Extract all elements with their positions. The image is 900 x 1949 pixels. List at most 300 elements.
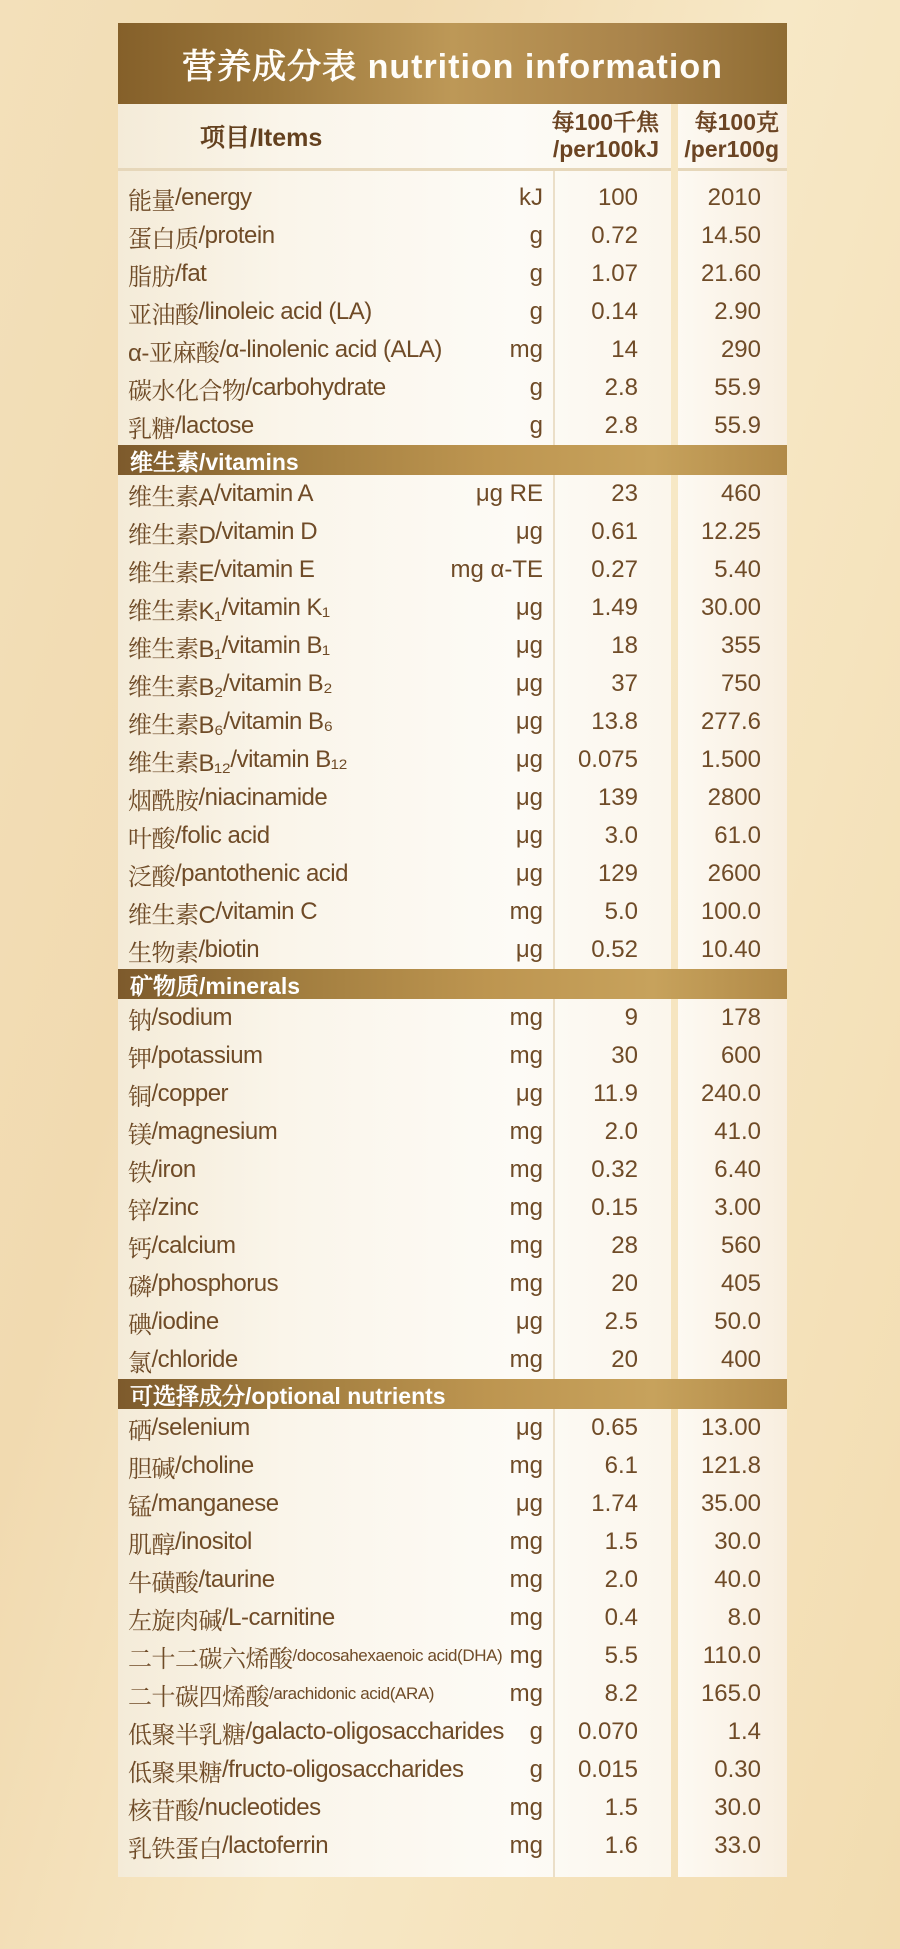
row-main-block (118, 1113, 671, 1151)
row-main-block (118, 1189, 671, 1227)
per100kj-column-header (552, 109, 671, 163)
item-unit-text: mg α-TE (450, 556, 543, 583)
table-row (118, 779, 787, 817)
value-per100g: 1.500 (700, 746, 761, 773)
item-name-en: /iron (151, 1156, 196, 1183)
item-unit (510, 1113, 543, 1151)
value-per100kj: 0.52 (591, 936, 638, 963)
item-unit-text: μg (515, 1080, 543, 1107)
spacer-main-block (118, 171, 671, 179)
column-gap (671, 1865, 678, 1877)
value-per100g: 100.0 (700, 898, 761, 925)
item-unit (516, 817, 543, 855)
item-name-zh: 叶酸 (128, 825, 175, 853)
value-per100kj-cell (553, 255, 671, 293)
item-name-zh: 碘 (128, 1311, 152, 1339)
item-unit-text: μg (515, 708, 543, 735)
item-unit (510, 1561, 543, 1599)
column-gap (671, 369, 678, 407)
value-per100kj: 0.61 (591, 518, 638, 545)
row-main-block (118, 1827, 671, 1865)
value-per100kj-cell (553, 1523, 671, 1561)
value-per100kj: 0.070 (577, 1718, 638, 1745)
item-name-zh: 钠 (128, 1007, 152, 1035)
item-name-en: /selenium (151, 1414, 250, 1441)
item-name-cell (118, 667, 553, 702)
value-per100kj-cell (553, 1409, 671, 1447)
value-per100kj: 2.0 (604, 1566, 638, 1593)
table-row (118, 1227, 787, 1265)
value-per100g-cell (678, 1751, 787, 1789)
value-per100kj-cell (553, 1341, 671, 1379)
row-main-block (118, 855, 671, 893)
value-per100kj-cell (553, 1447, 671, 1485)
item-name-en: /protein (198, 222, 275, 249)
item-unit (516, 513, 543, 551)
column-gap (671, 1189, 678, 1227)
row-main-block (118, 1789, 671, 1827)
value-per100kj-cell (553, 1827, 671, 1865)
value-per100kj-cell (553, 407, 671, 445)
table-row (118, 1189, 787, 1227)
table-row (118, 1523, 787, 1561)
value-per100kj-cell (553, 293, 671, 331)
value-per100g: 1.4 (727, 1718, 761, 1745)
spacer-main-block (118, 1865, 671, 1877)
item-unit-text: mg (509, 1794, 543, 1821)
per100kj-header-line1: 每100千焦 (551, 109, 659, 135)
row-main-block (118, 665, 671, 703)
value-per100g-cell (678, 475, 787, 513)
item-unit-text: mg (509, 1232, 543, 1259)
item-unit-text: mg (509, 1566, 543, 1593)
value-per100kj-cell (553, 1637, 671, 1675)
item-unit-text: g (529, 298, 543, 325)
value-per100kj-cell (553, 331, 671, 369)
spacer-kj-cell (553, 171, 671, 179)
item-name-en: /niacinamide (198, 784, 328, 811)
item-unit-text: mg (509, 336, 543, 363)
value-per100kj-cell (553, 1227, 671, 1265)
item-name-cell (118, 1001, 553, 1036)
item-name-en: /phosphorus (151, 1270, 279, 1297)
item-unit (516, 1485, 543, 1523)
item-unit-text: μg (515, 860, 543, 887)
section-header-label: 维生素/vitamins (130, 448, 299, 475)
row-main-block (118, 703, 671, 741)
column-gap (671, 1409, 678, 1447)
header-g-block (678, 104, 787, 171)
item-name-zh: 低聚果糖 (128, 1759, 222, 1787)
value-per100kj-cell (553, 855, 671, 893)
table-row (118, 741, 787, 779)
table-row (118, 893, 787, 931)
table-row (118, 703, 787, 741)
item-unit (510, 331, 543, 369)
table-row (118, 627, 787, 665)
value-per100g-cell (678, 1341, 787, 1379)
value-per100kj-cell (553, 1303, 671, 1341)
value-per100kj: 1.74 (591, 1490, 638, 1517)
item-name-zh: 镁 (128, 1121, 152, 1149)
item-unit (516, 779, 543, 817)
value-per100kj: 13.8 (591, 708, 638, 735)
value-per100g: 14.50 (700, 222, 761, 249)
value-per100kj-cell (553, 1265, 671, 1303)
item-name-cell (118, 1601, 553, 1636)
item-name-zh: 胆碱 (128, 1455, 175, 1483)
item-name-cell (118, 1791, 553, 1826)
item-name-cell (118, 1829, 553, 1864)
item-name-cell (118, 1153, 553, 1188)
row-main-block (118, 1523, 671, 1561)
value-per100g-cell (678, 1075, 787, 1113)
item-unit (530, 255, 543, 293)
item-unit (516, 931, 543, 969)
value-per100kj: 20 (611, 1346, 638, 1373)
value-per100g-cell (678, 893, 787, 931)
item-unit-text: μg (515, 518, 543, 545)
row-main-block (118, 1447, 671, 1485)
column-gap (671, 665, 678, 703)
item-name-cell (118, 1039, 553, 1074)
value-per100g-cell (678, 1303, 787, 1341)
item-name-en: /calcium (151, 1232, 236, 1259)
value-per100kj-cell (553, 999, 671, 1037)
value-per100g-cell (678, 1561, 787, 1599)
value-per100g-cell (678, 665, 787, 703)
table-row (118, 475, 787, 513)
table-row (118, 1447, 787, 1485)
item-unit (530, 217, 543, 255)
item-unit (516, 589, 543, 627)
table-row (118, 931, 787, 969)
value-per100g-cell (678, 1599, 787, 1637)
item-name-en: /taurine (198, 1566, 275, 1593)
item-name-zh: 维生素B₁₂ (128, 749, 231, 777)
value-per100kj-cell (553, 627, 671, 665)
item-unit (510, 893, 543, 931)
item-unit-text: kJ (519, 184, 543, 211)
value-per100g: 2010 (707, 184, 761, 211)
item-name-zh: 铁 (128, 1159, 152, 1187)
column-gap (671, 1675, 678, 1713)
item-unit-text: μg (515, 594, 543, 621)
column-gap (671, 741, 678, 779)
column-gap (671, 1637, 678, 1675)
item-unit (510, 1675, 543, 1713)
column-gap (671, 171, 678, 179)
item-unit (510, 1341, 543, 1379)
item-name-en: /chloride (151, 1346, 238, 1373)
item-unit (510, 1265, 543, 1303)
section-header-bar (118, 445, 787, 475)
value-per100kj: 2.8 (604, 374, 638, 401)
item-unit (530, 1751, 543, 1789)
item-unit-text: g (529, 260, 543, 287)
item-unit (510, 1151, 543, 1189)
item-unit (510, 1827, 543, 1865)
value-per100g-cell (678, 1189, 787, 1227)
value-per100kj-cell (553, 369, 671, 407)
column-gap (671, 703, 678, 741)
value-per100g: 2800 (707, 784, 761, 811)
row-main-block (118, 1341, 671, 1379)
column-gap (671, 1447, 678, 1485)
item-name-cell (118, 1077, 553, 1112)
item-name-en: /vitamin B₁ (221, 632, 330, 659)
table-row (118, 1561, 787, 1599)
item-name-zh: 钾 (128, 1045, 152, 1073)
table-row (118, 665, 787, 703)
per100g-column-header (684, 109, 787, 163)
item-name-en: /vitamin K₁ (221, 594, 330, 621)
value-per100g: 40.0 (714, 1566, 761, 1593)
row-main-block (118, 931, 671, 969)
row-main-block (118, 1561, 671, 1599)
value-per100g-cell (678, 1227, 787, 1265)
table-row (118, 217, 787, 255)
item-name-en: /docosahexaenoic acid(DHA) (292, 1646, 503, 1665)
value-per100kj: 23 (611, 480, 638, 507)
value-per100kj-cell (553, 741, 671, 779)
table-row (118, 1409, 787, 1447)
value-per100kj: 5.5 (604, 1642, 638, 1669)
item-name-zh: 烟酰胺 (128, 787, 199, 815)
row-main-block (118, 1751, 671, 1789)
item-name-en: /carbohydrate (245, 374, 386, 401)
item-unit (510, 1189, 543, 1227)
item-name-zh: α-亚麻酸 (128, 339, 220, 367)
item-unit (450, 551, 543, 589)
item-unit (516, 1409, 543, 1447)
item-name-zh: 维生素B₁ (128, 635, 222, 663)
value-per100kj-cell (553, 665, 671, 703)
value-per100g-cell (678, 1523, 787, 1561)
value-per100g: 33.0 (714, 1832, 761, 1859)
item-unit-text: μg RE (475, 480, 543, 507)
value-per100g-cell (678, 779, 787, 817)
row-main-block (118, 1409, 671, 1447)
value-per100g-cell (678, 331, 787, 369)
value-per100kj: 5.0 (604, 898, 638, 925)
row-main-block (118, 513, 671, 551)
item-unit-text: μg (515, 632, 543, 659)
value-per100kj: 2.0 (604, 1118, 638, 1145)
value-per100g: 61.0 (714, 822, 761, 849)
value-per100kj-cell (553, 1113, 671, 1151)
value-per100g: 405 (720, 1270, 761, 1297)
item-name-cell (118, 1639, 553, 1674)
table-row (118, 369, 787, 407)
item-name-en: /galacto-oligosaccharides (245, 1718, 504, 1745)
value-per100g-cell (678, 1151, 787, 1189)
item-name-en: /vitamin B₁₂ (230, 746, 348, 773)
item-name-cell (118, 371, 553, 406)
item-name-en: /fructo-oligosaccharides (222, 1756, 464, 1783)
value-per100g-cell (678, 179, 787, 217)
item-unit-text: mg (509, 1680, 543, 1707)
item-unit-text: g (529, 222, 543, 249)
value-per100kj-cell (553, 931, 671, 969)
value-per100kj: 100 (597, 184, 638, 211)
value-per100kj: 0.15 (591, 1194, 638, 1221)
value-per100kj-cell (553, 1789, 671, 1827)
value-per100g-cell (678, 255, 787, 293)
value-per100g-cell (678, 931, 787, 969)
item-name-en: /sodium (151, 1004, 233, 1031)
table-row (118, 551, 787, 589)
value-per100g: 560 (720, 1232, 761, 1259)
value-per100kj: 1.5 (604, 1794, 638, 1821)
item-name-zh: 维生素B₂ (128, 673, 223, 701)
value-per100g: 8.0 (727, 1604, 761, 1631)
value-per100g: 277.6 (700, 708, 761, 735)
value-per100g-cell (678, 217, 787, 255)
table-row (118, 817, 787, 855)
item-name-en: /arachidonic acid(ARA) (269, 1684, 435, 1703)
item-unit-text: μg (515, 1308, 543, 1335)
item-unit-text: mg (509, 1194, 543, 1221)
value-per100kj-cell (553, 217, 671, 255)
value-per100g-cell (678, 703, 787, 741)
item-name-en: /L-carnitine (222, 1604, 335, 1631)
value-per100g: 13.00 (700, 1414, 761, 1441)
table-row (118, 1341, 787, 1379)
value-per100kj-cell (553, 1561, 671, 1599)
section-header-label: 可选择成分/optional nutrients (130, 1382, 446, 1409)
item-name-cell (118, 1677, 553, 1712)
table-row (118, 1599, 787, 1637)
value-per100g-cell (678, 551, 787, 589)
item-name-zh: 牛磺酸 (128, 1569, 199, 1597)
item-name-en: /vitamin A (214, 480, 314, 507)
value-per100kj: 3.0 (604, 822, 638, 849)
value-per100kj: 1.07 (591, 260, 638, 287)
row-main-block (118, 1227, 671, 1265)
value-per100g-cell (678, 1713, 787, 1751)
column-gap (671, 407, 678, 445)
item-name-cell (118, 1487, 553, 1522)
value-per100g-cell (678, 1675, 787, 1713)
value-per100kj-cell (553, 1599, 671, 1637)
row-main-block (118, 255, 671, 293)
item-unit-text: μg (515, 936, 543, 963)
value-per100g: 165.0 (700, 1680, 761, 1707)
item-name-cell (118, 219, 553, 254)
item-name-cell (118, 333, 553, 368)
value-per100g: 2.90 (714, 298, 761, 325)
item-name-zh: 锰 (128, 1493, 152, 1521)
item-name-en: /lactose (175, 412, 254, 439)
column-gap (671, 217, 678, 255)
item-name-zh: 维生素E (128, 559, 215, 587)
table-row (118, 1637, 787, 1675)
item-unit (516, 855, 543, 893)
value-per100kj: 30 (611, 1042, 638, 1069)
value-per100g-cell (678, 1827, 787, 1865)
value-per100kj: 18 (611, 632, 638, 659)
spacer-g-block (678, 171, 787, 179)
item-name-cell (118, 1343, 553, 1378)
value-per100g-cell (678, 741, 787, 779)
item-unit (516, 627, 543, 665)
column-gap (671, 1789, 678, 1827)
table-row (118, 1751, 787, 1789)
value-per100g: 355 (720, 632, 761, 659)
item-name-zh: 维生素A (128, 483, 215, 511)
item-unit-text: mg (509, 1346, 543, 1373)
item-name-en: /folic acid (175, 822, 270, 849)
per100g-header-line1: 每100克 (694, 109, 779, 135)
table-body (118, 171, 787, 1877)
value-per100kj: 1.5 (604, 1528, 638, 1555)
item-unit-text: g (529, 1718, 543, 1745)
value-per100g-cell (678, 1789, 787, 1827)
value-per100kj: 1.49 (591, 594, 638, 621)
item-name-zh: 钙 (128, 1235, 152, 1263)
item-name-en: /biotin (198, 936, 260, 963)
value-per100kj: 129 (597, 860, 638, 887)
table-row (118, 1303, 787, 1341)
item-unit-text: mg (509, 1004, 543, 1031)
item-name-zh: 肌醇 (128, 1531, 175, 1559)
column-gap (671, 779, 678, 817)
item-name-en: /fat (175, 260, 207, 287)
column-gap (671, 817, 678, 855)
value-per100kj: 28 (611, 1232, 638, 1259)
column-gap (671, 1265, 678, 1303)
item-unit (510, 1637, 543, 1675)
value-per100g: 5.40 (714, 556, 761, 583)
value-per100g: 240.0 (700, 1080, 761, 1107)
row-main-block (118, 817, 671, 855)
row-main-block (118, 407, 671, 445)
row-main-block (118, 1485, 671, 1523)
value-per100kj: 0.4 (604, 1604, 638, 1631)
row-main-block (118, 1303, 671, 1341)
value-per100g-cell (678, 1637, 787, 1675)
item-unit (530, 293, 543, 331)
item-name-cell (118, 409, 553, 444)
value-per100kj: 37 (611, 670, 638, 697)
row-main-block (118, 475, 671, 513)
item-name-en: /vitamin D (215, 518, 318, 545)
item-name-en: /manganese (151, 1490, 279, 1517)
item-name-zh: 乳糖 (128, 415, 175, 443)
column-gap (671, 855, 678, 893)
item-name-en: /magnesium (151, 1118, 278, 1145)
value-per100g: 110.0 (702, 1642, 761, 1669)
item-name-en: /choline (175, 1452, 254, 1479)
row-main-block (118, 1675, 671, 1713)
value-per100kj: 0.32 (591, 1156, 638, 1183)
table-row (118, 1485, 787, 1523)
item-unit (516, 703, 543, 741)
row-main-block (118, 741, 671, 779)
item-name-cell (118, 1267, 553, 1302)
item-name-zh: 脂肪 (128, 263, 175, 291)
table-row (118, 1037, 787, 1075)
section-header-bar (118, 1379, 787, 1409)
value-per100g: 30.0 (714, 1528, 761, 1555)
value-per100kj-cell (553, 1751, 671, 1789)
value-per100kj-cell (553, 475, 671, 513)
value-per100kj-cell (553, 1713, 671, 1751)
item-name-cell (118, 1305, 553, 1340)
column-gap (671, 1037, 678, 1075)
per100kj-header-line2: /per100kJ (552, 136, 659, 162)
